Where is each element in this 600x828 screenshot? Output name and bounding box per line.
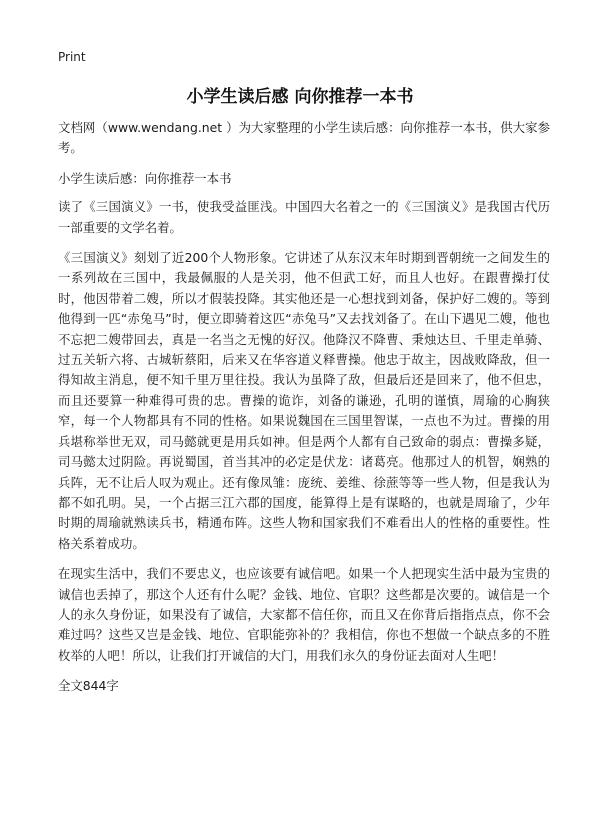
body-paragraph: 在现实生活中，我们不要忠义，也应该要有诚信吧。如果一个人把现实生活中最为宝贵的诚信也丢掉了，那这个人还有什么呢？金钱、地位、官职？这些都是次要的。诚信是一个人的永久身份证，如果没有了诚信，大家都不信任你，而且又在你背后指指点点，你不会难过吗？这些又岂是金钱、地位、官职能弥补的？我相信，你也不想做一个缺点多的不胜枚举的人吧！所以，让我们打开诚信的大门，用我们永久的身份证去面对人生吧！ xyxy=(58,566,550,663)
section-subtitle: 小学生读后感：向你推荐一本书 xyxy=(58,170,232,186)
document-body xyxy=(58,118,550,707)
print-label: Print xyxy=(58,50,86,64)
body-paragraph: 读了《三国演义》一书，使我受益匪浅。中国四大名着之一的《三国演义》是我国古代历一部重要的文学名着。 xyxy=(58,199,550,235)
body-paragraph: 《三国演义》刻划了近200个人物形象。它讲述了从东汉末年时期到晋朝统一之间发生的一系列故在三国中，我最佩服的人是关羽，他不但武工好，而且人也好。在跟曹操打仗时，他因带着二嫂，所以才假装投降。其实他还是一心想找到刘备，保护好二嫂的。等到他得到一匹“赤兔马”时，便立即骑着这匹“赤兔马”又去找刘备了。在山下遇见二嫂，他也不忘把二嫂带回去，真是一名当之无愧的好汉。他降汉不降曹、秉烛达旦、千里走单骑、过五关斩六将、古城斩蔡阳，后来又在华容道义释曹操。他忠于故主，因战败降敌，但一得知故主消息，便不知千里万里往投。我认为虽降了敌，但最后还是回来了，他不但忠，而且还要算一种难得可贵的忠。曹操的诡诈，刘备的谦逊，孔明的谨慎，周瑜的心胸狭窄，每一个人物都具有不同的性格。如果说魏国在三国里智谋，一点也不为过。曹操的用兵堪称举世无双，司马懿就更是用兵如神。但是两个人都有自己致命的弱点：曹操多疑，司马懿太过阴险。再说蜀国，首当其冲的必定是伏龙：诸葛亮。他那过人的机智，娴熟的兵阵，无不让后人叹为观止。还有像凤雏：庞统、姜维、徐蔗等等一些人物，但是我认为都不如孔明。吴，一个占据三江六郡的国度，能算得上是有谋略的，也就是周瑜了，少年时期的周瑜就熟读兵书，精通布阵。这些人物和国家我们不难看出人的性格的重要性。性格关系着成功。 xyxy=(58,250,550,551)
document-title: 小学生读后感 向你推荐一本书 xyxy=(186,87,414,107)
intro-paragraph: 文档网（www.wendang.net ）为大家整理的小学生读后感：向你推荐一本书，供大家参考。 xyxy=(58,120,550,156)
word-count: 全文844字 xyxy=(58,678,119,694)
